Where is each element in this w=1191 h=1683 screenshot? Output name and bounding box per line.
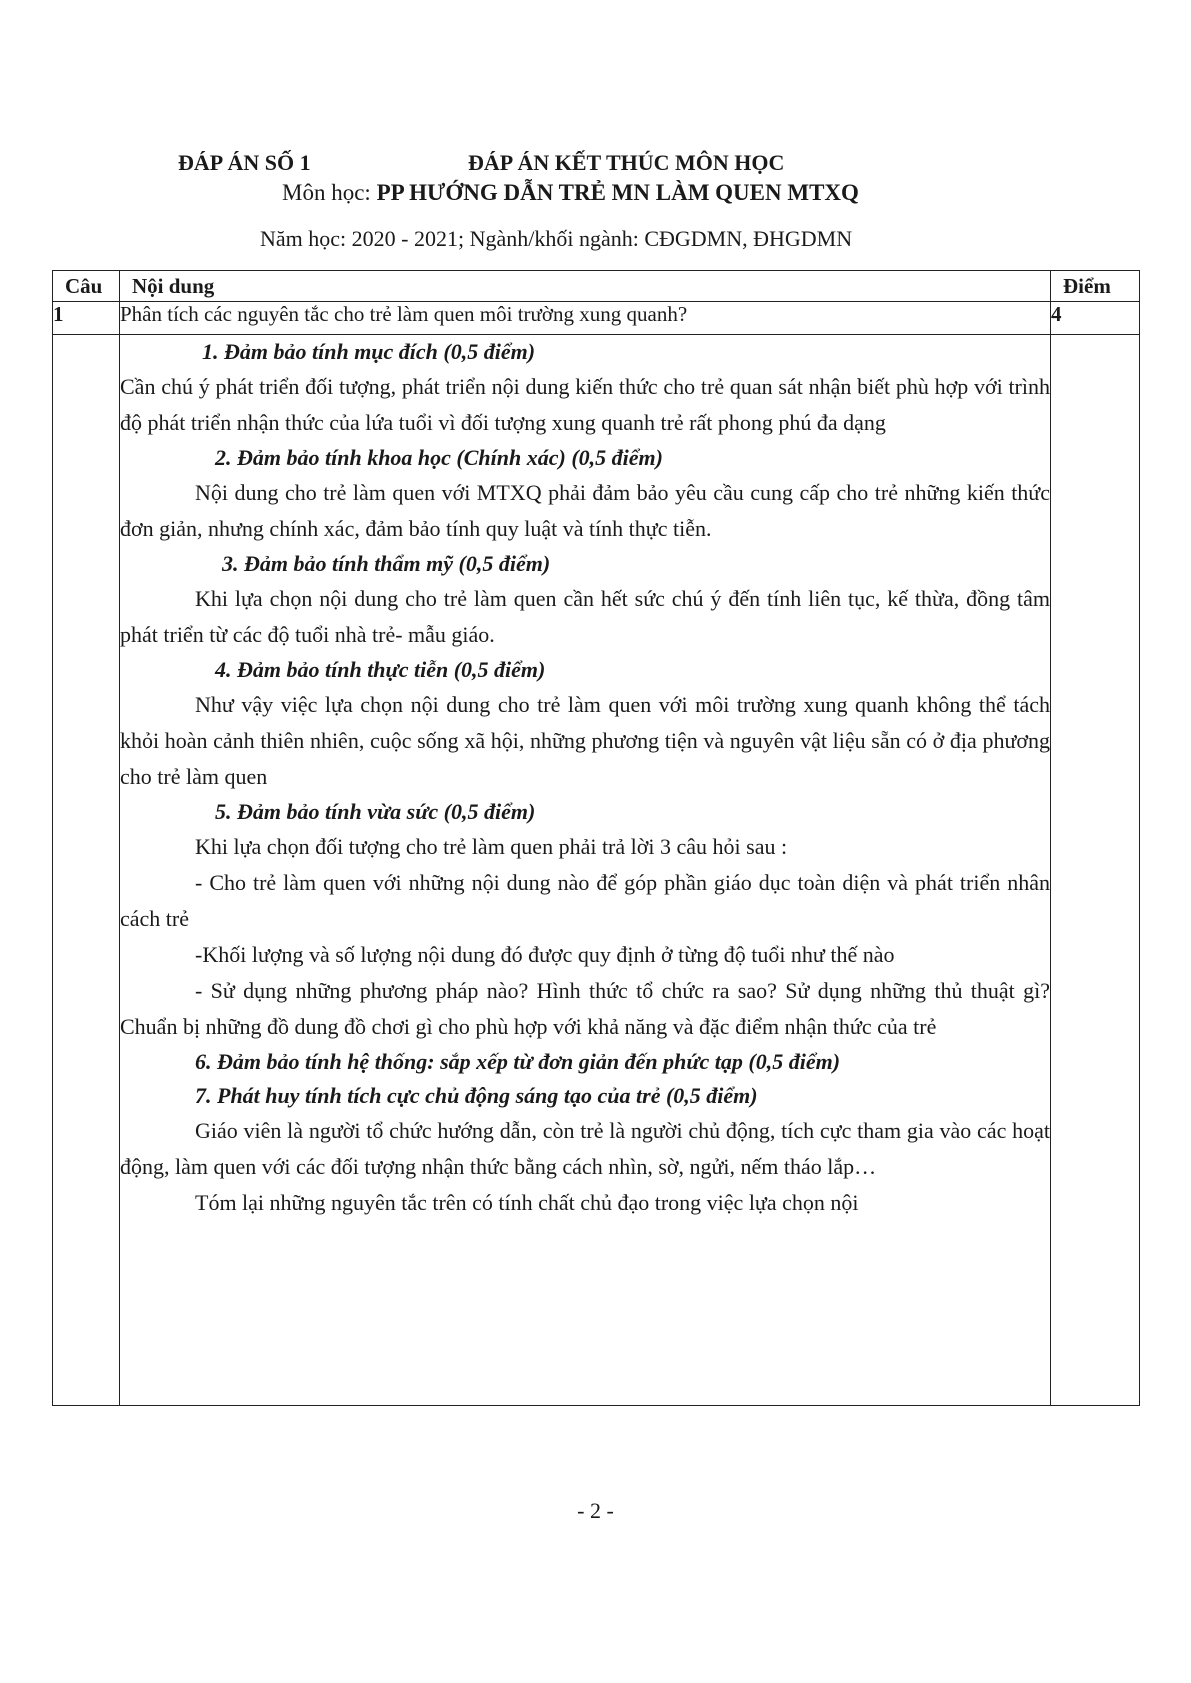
column-header-content: Nội dung xyxy=(120,271,1051,302)
question-row xyxy=(53,302,1140,335)
column-header-points: Điểm xyxy=(1051,271,1140,302)
principle-heading: 5. Đảm bảo tính vừa sức (0,5 điểm) xyxy=(215,799,536,824)
principle-heading: 6. Đảm bảo tính hệ thống: sắp xếp từ đơn giản đến phức tạp (0,5 điểm) xyxy=(195,1049,841,1074)
subject-name: PP HƯỚNG DẪN TRẺ MN LÀM QUEN MTXQ xyxy=(376,180,859,205)
answer-row xyxy=(53,335,1140,1406)
answer-paragraph: Nội dung cho trẻ làm quen với MTXQ phải đảm bảo yêu cầu cung cấp cho trẻ những kiến thức đơn giản, nhưng chính xác, đảm bảo tính quy luật và tính thực tiễn. xyxy=(120,480,1050,541)
principle-heading: 7. Phát huy tính tích cực chủ động sáng tạo của trẻ (0,5 điểm) xyxy=(195,1083,758,1108)
question-number: 1 xyxy=(53,302,120,335)
answer-paragraph: Như vậy việc lựa chọn nội dung cho trẻ làm quen với môi trường xung quanh không thể tách khỏi hoàn cảnh thiên nhiên, cuộc sống xã hội, những phương tiện và nguyên vật liệu sẵn có ở địa phương cho trẻ làm quen xyxy=(120,692,1050,789)
empty-question-cell xyxy=(53,335,120,1406)
answer-paragraph: Khi lựa chọn đối tượng cho trẻ làm quen phải trả lời 3 câu hỏi sau : xyxy=(195,834,788,859)
answer-content xyxy=(120,335,1051,1406)
answer-paragraph: - Cho trẻ làm quen với những nội dung nào để góp phần giáo dục toàn diện và phát triển nhân cách trẻ xyxy=(120,870,1050,931)
page-number: - 2 - xyxy=(577,1498,614,1523)
answer-paragraph: Tóm lại những nguyên tắc trên có tính chất chủ đạo trong việc lựa chọn nội xyxy=(195,1190,859,1215)
subject-prefix: Môn học: xyxy=(282,180,377,205)
answer-paragraph: - Sử dụng những phương pháp nào? Hình thức tổ chức ra sao? Sử dụng những thủ thuật gì? Chuẩn bị những đồ dung đồ chơi gì cho phù hợp với khả năng và đặc điểm nhận thức của trẻ xyxy=(120,978,1050,1039)
question-text: Phân tích các nguyên tắc cho trẻ làm quen môi trường xung quanh? xyxy=(120,302,1051,335)
principle-heading: 3. Đảm bảo tính thẩm mỹ (0,5 điểm) xyxy=(222,551,551,576)
answer-paragraph: Giáo viên là người tổ chức hướng dẫn, còn trẻ là người chủ động, tích cực tham gia vào các hoạt động, làm quen với các đối tượng nhận thức bằng cách nhìn, sờ, ngửi, nếm tháo lắp… xyxy=(120,1118,1050,1179)
subject-line xyxy=(282,180,859,206)
school-year-line: Năm học: 2020 - 2021; Ngành/khối ngành: CĐGDMN, ĐHGDMN xyxy=(260,226,853,251)
principle-heading: 1. Đảm bảo tính mục đích (0,5 điểm) xyxy=(202,339,536,364)
answer-number: ĐÁP ÁN SỐ 1 xyxy=(178,150,311,175)
answer-paragraph: Cần chú ý phát triển đối tượng, phát triển nội dung kiến thức cho trẻ quan sát nhận biết phù hợp với trình độ phát triển nhận thức của lứa tuổi vì đối tượng xung quanh trẻ rất phong phú đa dạng xyxy=(120,374,1050,435)
answer-table xyxy=(52,270,1140,1406)
answer-paragraph: Khi lựa chọn nội dung cho trẻ làm quen cần hết sức chú ý đến tính liên tục, kế thừa, đồng tâm phát triển từ các độ tuổi nhà trẻ- mẫu giáo. xyxy=(120,586,1050,647)
column-header-question: Câu xyxy=(53,271,120,302)
answer-paragraph: -Khối lượng và số lượng nội dung đó được quy định ở từng độ tuổi như thế nào xyxy=(195,942,895,967)
principle-heading: 2. Đảm bảo tính khoa học (Chính xác) (0,5 điểm) xyxy=(215,445,663,470)
table-header-row xyxy=(53,271,1140,302)
empty-points-cell xyxy=(1051,335,1140,1406)
question-points: 4 xyxy=(1051,302,1140,335)
principle-heading: 4. Đảm bảo tính thực tiễn (0,5 điểm) xyxy=(215,657,546,682)
exam-title: ĐÁP ÁN KẾT THÚC MÔN HỌC xyxy=(468,150,785,175)
